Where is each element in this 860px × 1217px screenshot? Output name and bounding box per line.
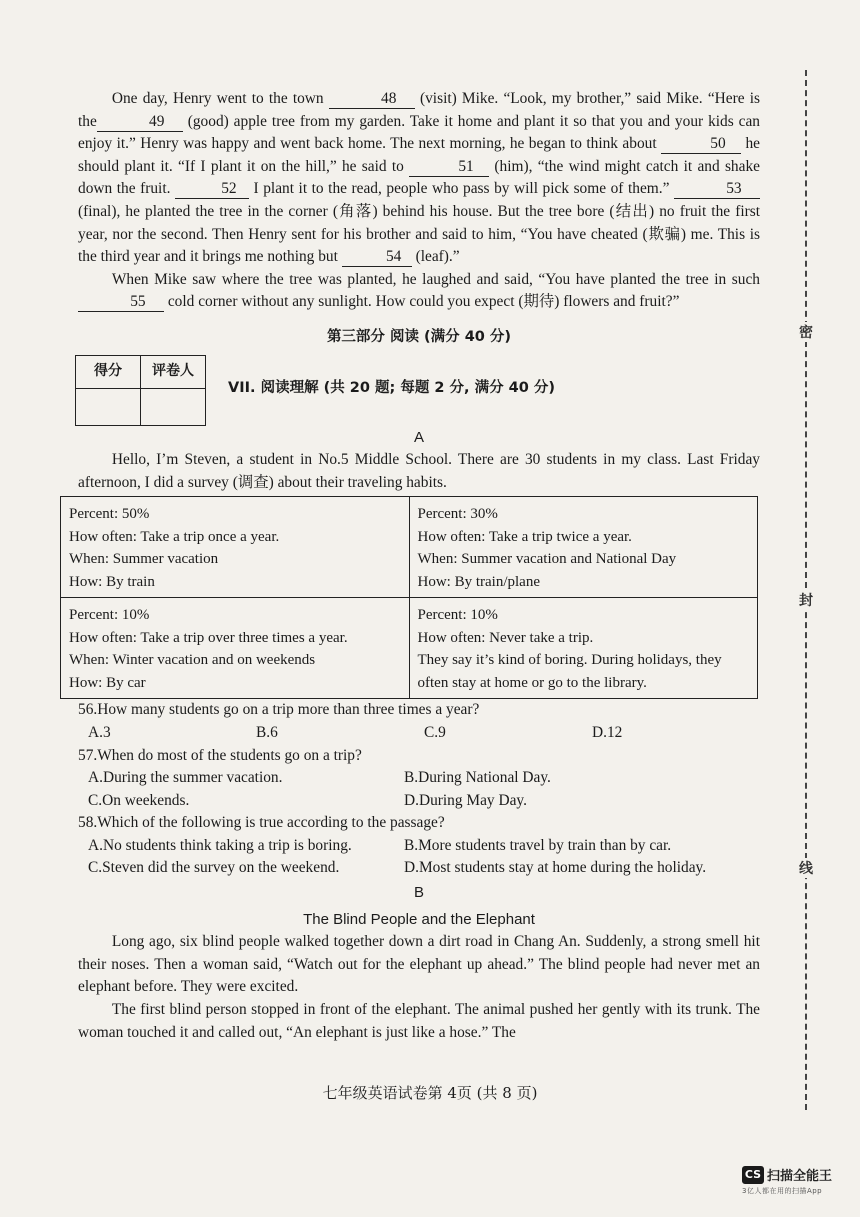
- part-title: 第三部分 阅读 (满分 40 分): [326, 328, 512, 345]
- camscanner-logo-icon: CS: [742, 1166, 764, 1184]
- question-stem: 57.When do most of the students go on a trip?: [78, 746, 362, 764]
- option-a[interactable]: A.3: [88, 723, 111, 741]
- survey-cell: [409, 497, 758, 598]
- survey-cell: [61, 598, 410, 699]
- cloze-text: When Mike saw where the tree was planted, he laughed and said, “You have planted the tree in such: [111, 270, 760, 288]
- scanner-watermark: [742, 1164, 832, 1196]
- question-57: [78, 745, 760, 813]
- grader-header: 评卷人: [141, 355, 206, 388]
- blank-49: 49: [97, 113, 183, 132]
- option-d[interactable]: D.12: [592, 723, 623, 741]
- passage-b-paragraph-2: The first blind person stopped in front of the elephant. The animal pushed her gently with its trunk. The woman touched it and called out, “An elephant is just like a hose.” The: [78, 1001, 760, 1041]
- question-stem: 56.How many students go on a trip more than three times a year?: [78, 701, 480, 719]
- passage-b-paragraph-1: Long ago, six blind people walked together down a dirt road in Chang An. Suddenly, a strong smell hit their noses. Then a woman said, “Watch out for the elephant up ahead.” The blind people had never met an elephant before. They were excited.: [78, 933, 760, 996]
- option-b[interactable]: B.During National Day.: [404, 769, 551, 787]
- survey-line: How often: Never take a trip.: [417, 629, 594, 646]
- survey-line: When: Winter vacation and on weekends: [69, 652, 316, 669]
- question-stem: 58.Which of the following is true according to the passage?: [78, 814, 445, 832]
- survey-line: How often: Take a trip once a year.: [69, 528, 280, 545]
- passage-a-intro: Hello, I’m Steven, a student in No.5 Middle School. There are 30 students in my class. Last Friday afternoon, I did a survey (调查) about their traveling habits.: [78, 451, 760, 491]
- table-row: [61, 598, 758, 699]
- survey-line: When: Summer vacation and National Day: [417, 551, 677, 568]
- section-heading: VII. 阅读理解 (共 20 题; 每题 2 分, 满分 40 分): [228, 379, 556, 396]
- score-row: [78, 355, 760, 425]
- question-options: [78, 835, 760, 858]
- survey-line: How: By train: [69, 573, 155, 590]
- binding-char-seal: 密: [797, 322, 815, 342]
- cloze-text: cold corner without any sunlight. How could you expect (期待) flowers and fruit?”: [164, 293, 680, 311]
- page-content: [69, 88, 760, 1044]
- cloze-text: he should plant it. “If I plant it on the hill,” he said to: [78, 135, 760, 175]
- passage-letter-b: B: [413, 884, 424, 902]
- option-d[interactable]: D.During May Day.: [404, 791, 527, 809]
- binding-char-seal-2: 封: [797, 590, 815, 610]
- score-cell[interactable]: [76, 388, 141, 425]
- question-options: [78, 722, 760, 745]
- blank-54: 54: [342, 248, 412, 267]
- survey-line: They say it’s kind of boring. During holidays, they often stay at home or go to the library.: [417, 652, 722, 691]
- survey-cell: [61, 497, 410, 598]
- option-b[interactable]: B.6: [256, 723, 278, 741]
- option-a[interactable]: A.During the summer vacation.: [88, 769, 283, 787]
- cloze-text: (leaf).”: [411, 248, 460, 266]
- score-box: [75, 355, 206, 426]
- cloze-text: (final), he planted the tree in the corner (角落) behind his house. But the tree bore (结出) no fruit the first year, nor the second. Then Henry sent for his brother and said to him, “You have cheated (欺骗) me. This is the third year and it brings me nothing but: [78, 202, 760, 266]
- survey-table: [60, 496, 758, 699]
- blank-51: 51: [409, 158, 489, 177]
- survey-line: How: By train/plane: [417, 573, 540, 590]
- survey-line: Percent: 10%: [69, 607, 150, 624]
- cloze-text: (good) apple tree from my garden. Take it home and plant it so that you and your kids can enjoy it.” Henry was happy and went back home. The next morning, he began to think about: [78, 112, 760, 153]
- watermark-subtitle: 3亿人都在用的扫描App: [742, 1187, 823, 1195]
- question-58: [78, 812, 760, 880]
- blank-50: 50: [661, 135, 741, 154]
- blank-52: 52: [175, 180, 249, 199]
- passage-letter-a: A: [413, 428, 424, 446]
- question-options: [78, 790, 760, 813]
- question-options: [78, 767, 760, 790]
- option-a[interactable]: A.No students think taking a trip is boring.: [88, 836, 352, 854]
- survey-line: How: By car: [69, 674, 146, 691]
- survey-line: When: Summer vacation: [69, 551, 219, 568]
- question-options: [78, 857, 760, 880]
- table-row: [61, 497, 758, 598]
- survey-line: How often: Take a trip over three times a year.: [69, 629, 348, 646]
- page-footer: 七年级英语试卷第 4页 (共 8 页): [322, 1084, 538, 1102]
- cloze-text: I plant it to the read, people who pass by will pick some of them.”: [249, 180, 674, 198]
- blank-48: 48: [329, 90, 415, 109]
- survey-line: Percent: 30%: [417, 506, 498, 523]
- survey-cell: [409, 598, 758, 699]
- binding-char-line: 线: [797, 858, 815, 878]
- blank-53: 53: [674, 180, 760, 199]
- cloze-text: One day, Henry went to the town: [111, 90, 329, 107]
- option-c[interactable]: C.On weekends.: [88, 791, 190, 809]
- survey-line: How often: Take a trip twice a year.: [417, 528, 632, 545]
- survey-line: Percent: 50%: [69, 506, 150, 523]
- option-d[interactable]: D.Most students stay at home during the holiday.: [404, 859, 707, 877]
- option-c[interactable]: C.9: [424, 723, 446, 741]
- passage-b-title: The Blind People and the Elephant: [303, 910, 535, 928]
- blank-55: 55: [78, 293, 164, 312]
- option-b[interactable]: B.More students travel by train than by car.: [404, 836, 672, 854]
- cloze-paragraph-2: [78, 269, 760, 314]
- cloze-text: (him), “the wind might catch it and shake down the fruit.: [78, 157, 760, 198]
- watermark-name: 扫描全能王: [767, 1169, 833, 1184]
- cloze-text: (visit) Mike. “Look, my brother,” said Mike. “Here is the: [78, 90, 760, 130]
- survey-line: Percent: 10%: [417, 607, 498, 624]
- option-c[interactable]: C.Steven did the survey on the weekend.: [88, 859, 340, 877]
- score-header: 得分: [76, 355, 141, 388]
- question-56: [78, 699, 760, 744]
- grader-cell[interactable]: [141, 388, 206, 425]
- cloze-paragraph-1: [78, 88, 760, 269]
